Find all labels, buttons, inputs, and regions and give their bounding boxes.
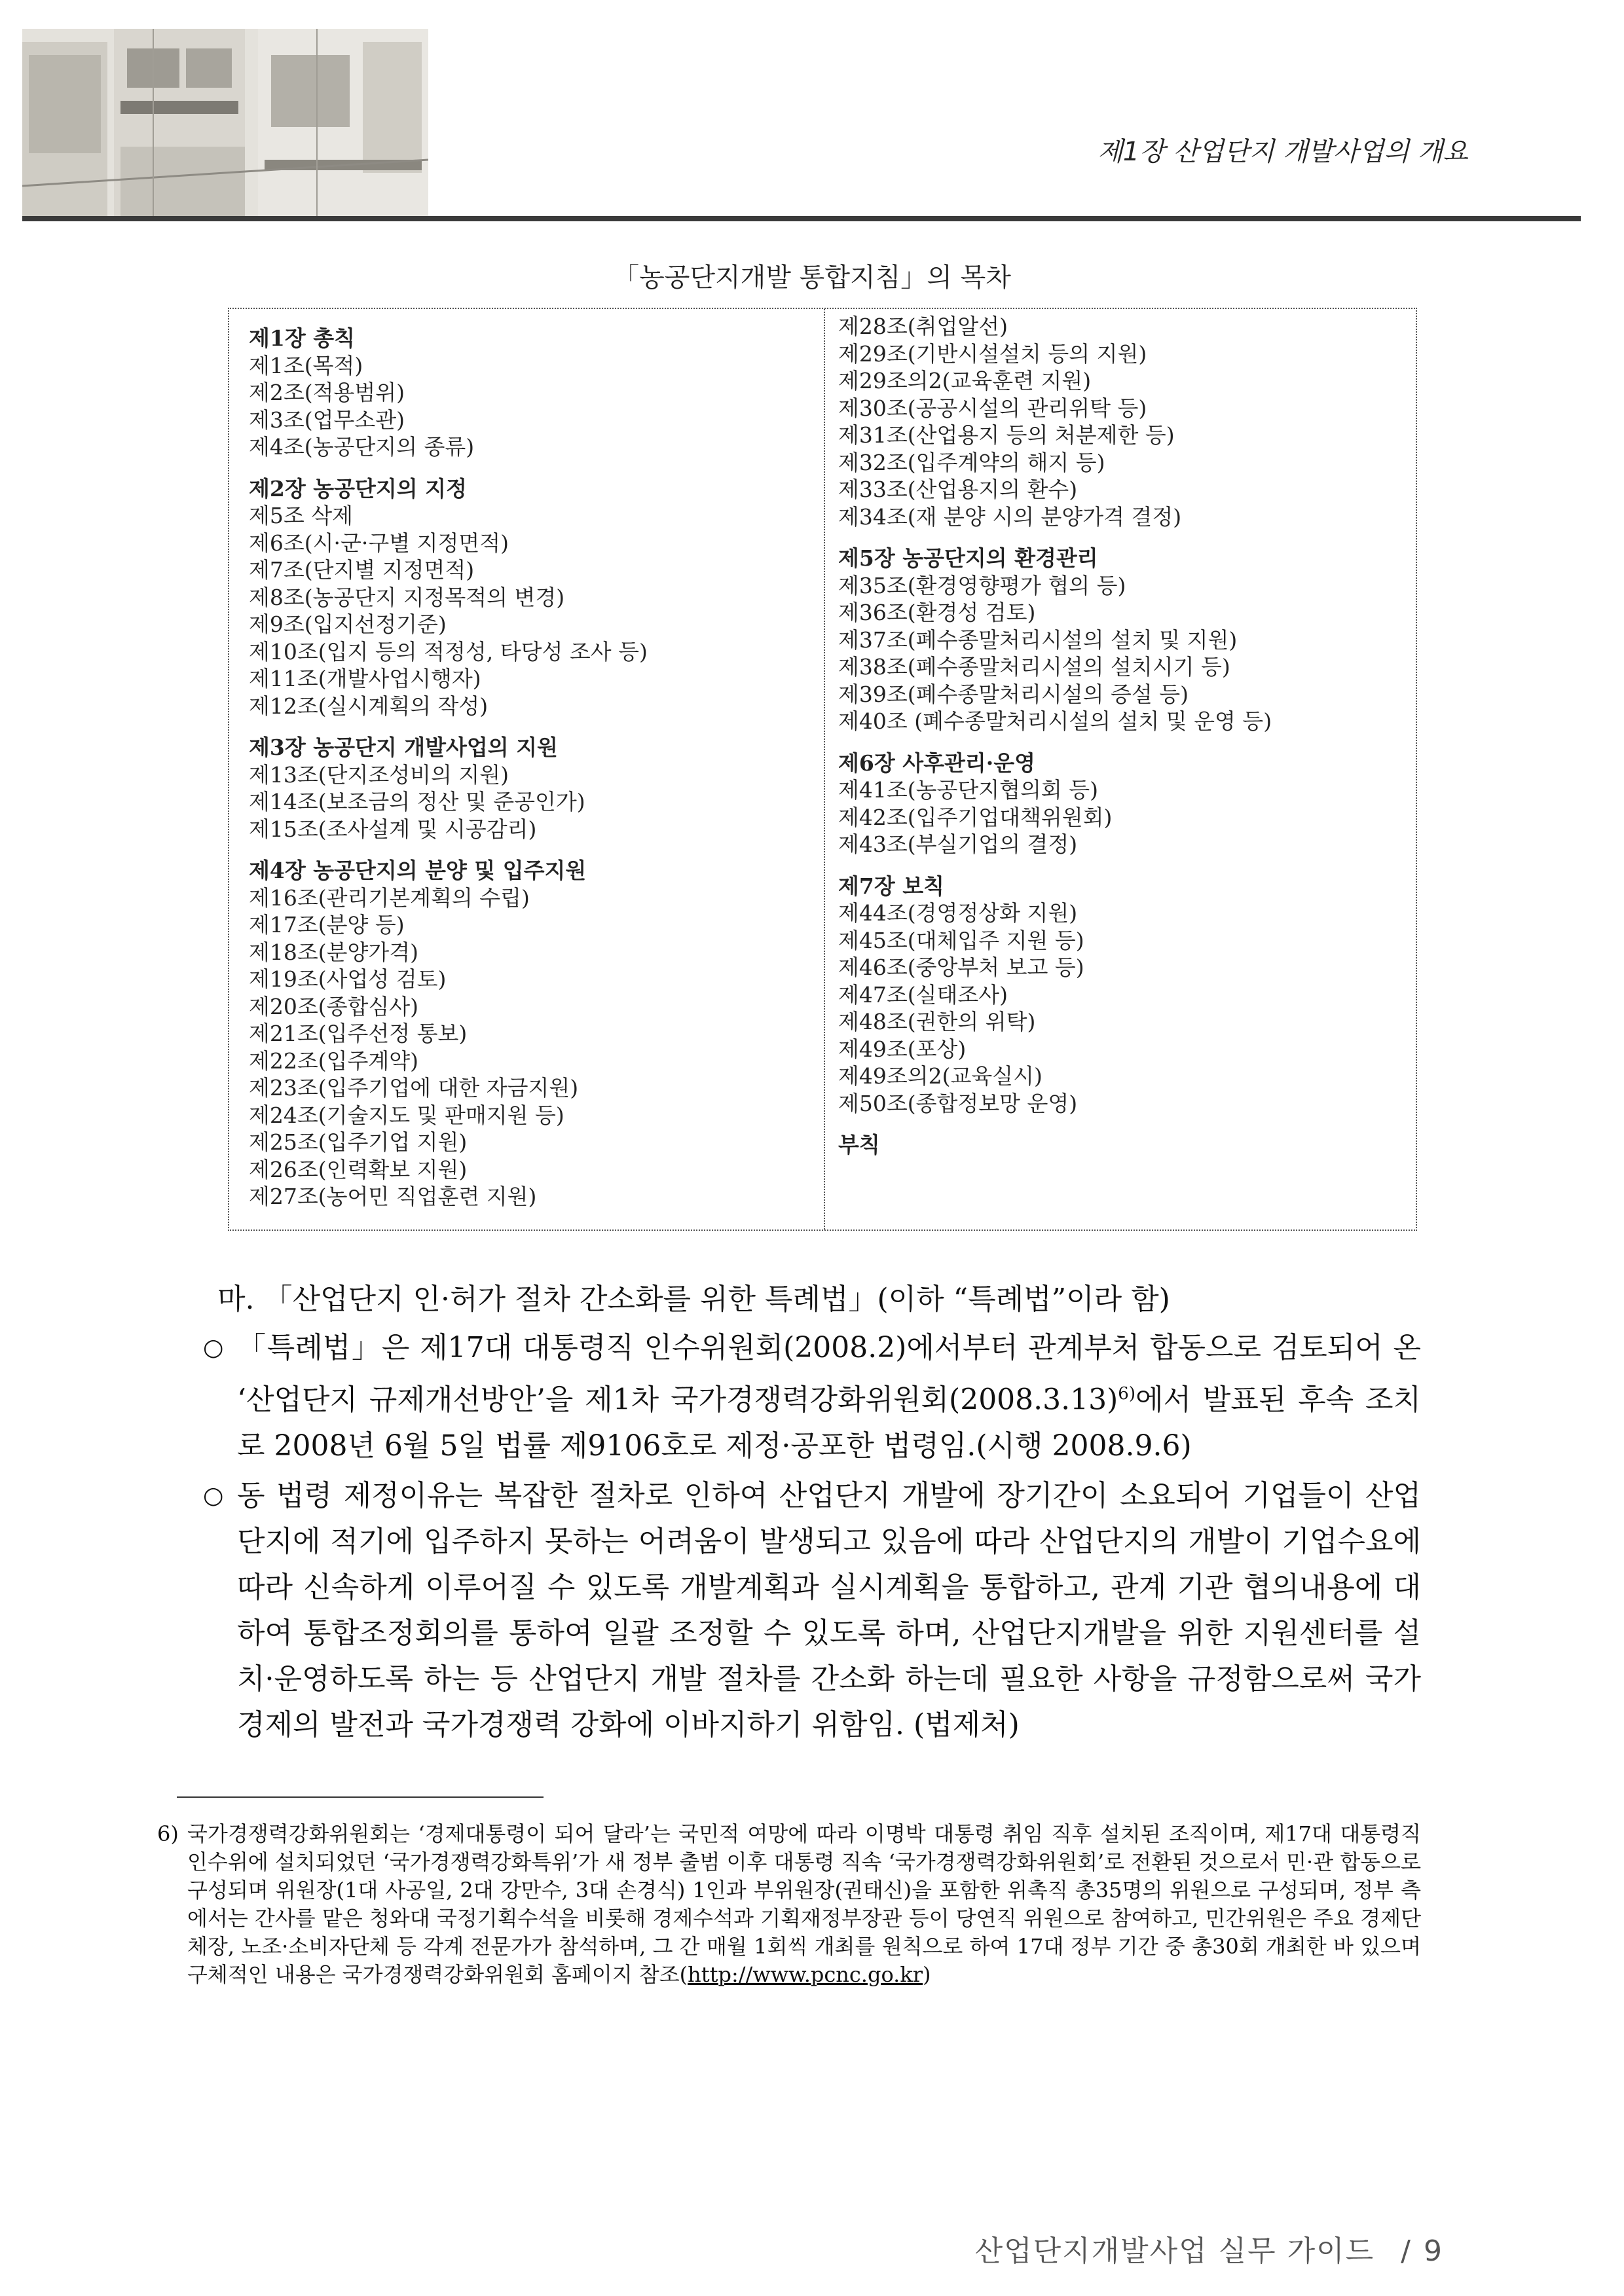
toc-item: 제17조(분양 등): [249, 912, 405, 938]
toc-caption: 「농공단지개발 통합지침」의 목차: [613, 263, 1011, 293]
toc-item: 제1조(목적): [249, 352, 363, 378]
page-number: 9: [1424, 2234, 1443, 2268]
toc-item: 제49조의2(교육실시): [838, 1063, 1043, 1089]
toc-item: 제12조(실시계획의 작성): [249, 693, 489, 719]
toc-item: 제8조(농공단지 지정목적의 변경): [249, 584, 565, 610]
toc-item: 제33조(산업용지의 환수): [838, 477, 1078, 502]
toc-item: 제49조(포상): [838, 1036, 967, 1062]
paragraph-2: [203, 1473, 1421, 1748]
toc-item: 제35조(환경영향평가 협의 등): [838, 572, 1126, 598]
toc-item: 제14조(보조금의 정산 및 준공인가): [249, 789, 585, 814]
toc-item: 제43조(부실기업의 결정): [838, 831, 1078, 857]
toc-chapter: 제5장 농공단지의 환경관리: [838, 545, 1098, 571]
toc-item: 제40조 (폐수종말처리시설의 설치 및 운영 등): [838, 708, 1272, 734]
header-divider: [22, 216, 1581, 221]
toc-item: 제30조(공공시설의 관리위탁 등): [838, 395, 1147, 421]
toc-item: 제29조(기반시설설치 등의 지원): [838, 340, 1147, 367]
toc-item: 제29조의2(교육훈련 지원): [838, 368, 1092, 393]
toc-item: 제47조(실태조사): [838, 981, 1008, 1008]
toc-item: 제50조(종합정보망 운영): [838, 1090, 1078, 1116]
toc-chapter: 제1장 총칙: [249, 325, 355, 351]
paragraph-text: 동 법령 제정이유는 복잡한 절차로 인하여 산업단지 개발에 장기간이 소요되어 기업들이 산업단지에 적기에 입주하지 못하는 어려움이 발생되고 있음에 따라 산업단지의 개발이 기업수요에 따라 신속하게 이루어질 수 있도록 개발계획과 실시계획을 통합하고, 관계 기관 협의내용에 대하여 통합조정회의를 통하여 일괄 조정할 수 있도록 하며, 산업단지개발을 위한 지원센터를 설치·운영하도록 하는 등 산업단지 개발 절차를 간소화 하는데 필요한 사항을 규정함으로써 국가경제의 발전과 국가경쟁력 강화에 이바지하기 위함임. (법제처): [237, 1479, 1422, 1741]
toc-item: 제13조(단지조성비의 지원): [249, 761, 509, 788]
toc-item: 제45조(대체입주 지원 등): [838, 927, 1084, 953]
paragraph-text: [237, 1325, 1421, 1469]
bullet-mark: ○: [203, 1334, 224, 1361]
toc-item: 제42조(입주기업대책위원회): [838, 804, 1113, 830]
toc-chapter: 제3장 농공단지 개발사업의 지원: [249, 735, 558, 760]
paragraph-1: [203, 1325, 1421, 1469]
toc-item: 제24조(기술지도 및 판매지원 등): [249, 1102, 564, 1128]
footer-book-title: 산업단지개발사업 실무 가이드: [974, 2234, 1375, 2268]
toc-item: 제19조(사업성 검토): [249, 966, 447, 992]
toc-item: 제28조(취업알선): [838, 314, 1008, 339]
footnote-close: ): [923, 1962, 931, 1987]
toc-chapter: 제4장 농공단지의 분양 및 입주지원: [249, 858, 587, 883]
footnote-divider: [177, 1796, 544, 1798]
toc-item: 제36조(환경성 검토): [838, 600, 1036, 625]
toc-item: 제15조(조사설계 및 시공감리): [249, 816, 537, 842]
header-photo: [22, 29, 428, 219]
chapter-title: 제1장 산업단지 개발사업의 개요: [1098, 137, 1468, 167]
toc-item: 제27조(농어민 직업훈련 지원): [249, 1184, 537, 1209]
toc-item: 제21조(입주선정 통보): [249, 1021, 468, 1046]
toc-chapter: 제6장 사후관리·운영: [838, 750, 1035, 776]
page-footer: [975, 2227, 1443, 2269]
toc-chapter: 부칙: [838, 1132, 880, 1157]
footnote-url[interactable]: http://www.pcnc.go.kr: [688, 1962, 923, 1987]
toc-item: 제16조(관리기본계획의 수립): [249, 884, 530, 911]
toc-item: 제7조(단지별 지정면적): [249, 557, 475, 583]
footnote: [157, 1820, 1421, 1989]
toc-item: 제39조(폐수종말처리시설의 증설 등): [838, 681, 1189, 707]
footer-separator: /: [1401, 2234, 1412, 2268]
toc-item: 제31조(산업용지 등의 처분제한 등): [838, 422, 1175, 448]
toc-item: 제48조(권한의 위탁): [838, 1009, 1036, 1034]
toc-item: 제6조(시·군·구별 지정면적): [249, 530, 509, 556]
footnote-ref: 6): [1118, 1384, 1135, 1404]
toc-item: 제37조(폐수종말처리시설의 설치 및 지원): [838, 627, 1238, 653]
toc-item: 제3조(업무소관): [249, 407, 405, 433]
footnote-number: 6): [157, 1821, 179, 1846]
toc-column-divider: [824, 309, 825, 1230]
toc-item: 제4조(농공단지의 종류): [249, 434, 475, 460]
section-heading: 마. 「산업단지 인·허가 절차 간소화를 위한 특례법」(이하 “특례법”이라 함): [217, 1283, 1170, 1316]
paragraph-text-part: 「특례법」은 제17대 대통령직 인수위원회(2008.2)에서부터 관계부처 합동으로 검토되어 온 ‘산업단지 규제개선방안’을 제1차 국가경쟁력강화위원회(2008.3.13): [237, 1331, 1421, 1417]
toc-item: 제34조(재 분양 시의 분양가격 결정): [838, 503, 1182, 530]
toc-item: 제20조(종합심사): [249, 993, 419, 1019]
toc-item: 제46조(중앙부처 보고 등): [838, 955, 1084, 980]
toc-item: 제18조(분양가격): [249, 939, 419, 965]
toc-chapter: 제7장 보칙: [838, 873, 944, 899]
toc-item: 제2조(적용범위): [249, 380, 405, 405]
footnote-text: [187, 1820, 1421, 1989]
footnote-body: 국가경쟁력강화위원회는 ‘경제대통령이 되어 달라’는 국민적 여망에 따라 이명박 대통령 취임 직후 설치된 조직이며, 제17대 대통령직 인수위에 설치되었던 ‘국가경쟁력강화특위’가 새 정부 출범 이후 대통령 직속 ‘국가경쟁력강화위원회’로 전환된 것으로서 민·관 합동으로 구성되며 위원장(1대 사공일, 2대 강만수, 3대 손경식) 1인과 부위원장(권태신)을 포함한 위촉직 총35명의 위원으로 구성되며, 정부 측에서는 간사를 맡은 청와대 국정기획수석을 비롯해 경제수석과 기획재정부장관 등이 당연직 위원으로 참여하고, 민간위원은 주요 경제단체장, 노조·소비자단체 등 각계 전문가가 참석하며, 그 간 매월 1회씩 개최를 원칙으로 하여 17대 정부 기간 중 총30회 개최한 바 있으며 구체적인 내용은 국가경쟁력강화위원회 홈페이지 참조(: [187, 1821, 1421, 1987]
toc-item: 제25조(입주기업 지원): [249, 1129, 468, 1155]
toc-item: 제23조(입주기업에 대한 자금지원): [249, 1075, 579, 1101]
toc-item: 제11조(개발사업시행자): [249, 666, 481, 691]
toc-item: 제26조(인력확보 지원): [249, 1156, 468, 1182]
toc-item: 제5조 삭제: [249, 503, 353, 528]
toc-item: 제10조(입지 등의 적정성, 타당성 조사 등): [249, 638, 648, 665]
toc-item: 제9조(입지선정기준): [249, 611, 447, 637]
toc-chapter: 제2장 농공단지의 지정: [249, 475, 467, 501]
toc-item: 제44조(경영정상화 지원): [838, 900, 1078, 926]
toc-item: 제38조(폐수종말처리시설의 설치시기 등): [838, 654, 1230, 680]
toc-left-column: [249, 316, 812, 1211]
toc-box: [228, 308, 1417, 1231]
toc-item: 제41조(농공단지협의회 등): [838, 777, 1099, 803]
toc-item: 제22조(입주계약): [249, 1048, 419, 1074]
toc-right-column: [838, 313, 1401, 1159]
toc-item: 제32조(입주계약의 해지 등): [838, 449, 1105, 475]
paragraph-text-part: 에서 발표된 후속 조치로 2008년 6월 5일 법률 제9106호로 제정·공포한 법령임.(시행 2008.9.6): [237, 1383, 1421, 1463]
bullet-mark: ○: [203, 1482, 224, 1509]
